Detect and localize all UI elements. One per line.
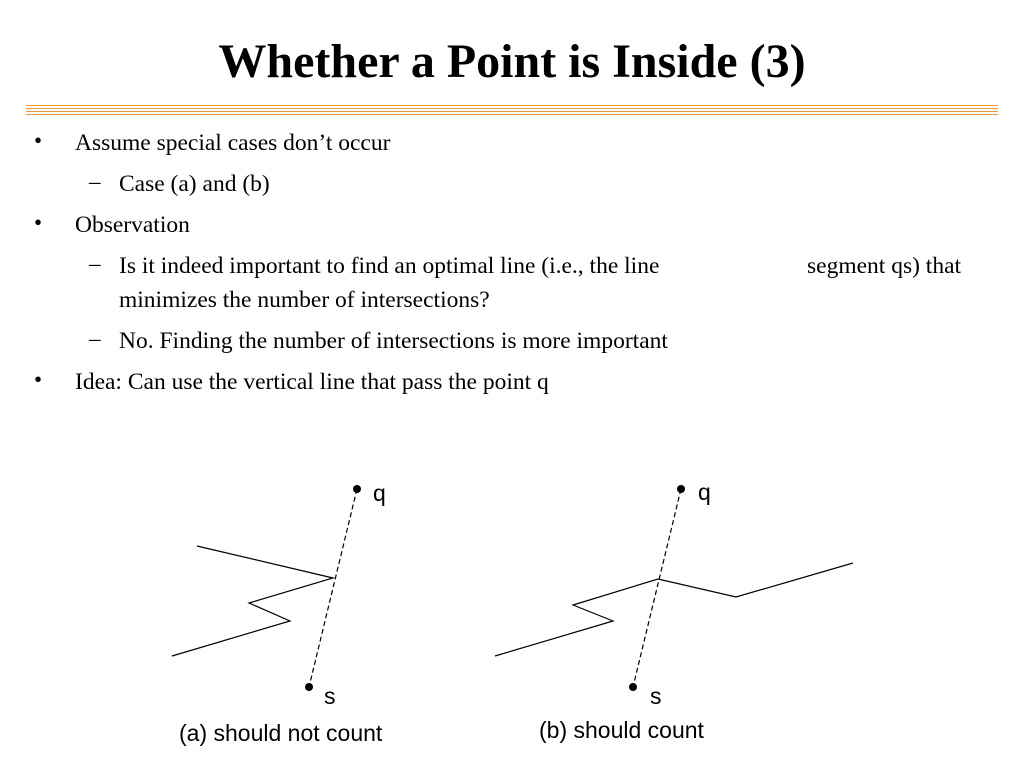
bullet-text: Assume special cases don’t occur [75, 130, 391, 156]
polygon-edge-b [495, 563, 853, 656]
sub-bullet-text: segment qs) that [807, 253, 962, 279]
label-s-a: s [324, 683, 336, 709]
sub-bullet-text: Is it indeed important to find an optimal line (i.e., the line [119, 253, 660, 279]
point-s-a [305, 683, 313, 691]
bullet-marker: • [34, 128, 43, 153]
segment-qs-a [309, 489, 357, 687]
point-q-a [353, 485, 361, 493]
dash-marker: – [89, 251, 101, 276]
label-q-a: q [373, 480, 386, 506]
label-q-b: q [698, 479, 711, 505]
sub-bullet-text: No. Finding the number of intersections is more important [119, 328, 668, 354]
point-s-b [629, 683, 637, 691]
polygon-edge-a [172, 546, 333, 656]
sub-bullet-text: minimizes the number of intersections? [119, 287, 490, 313]
bullet-marker: • [34, 367, 43, 392]
bullet-text: Observation [75, 212, 190, 238]
sub-bullet-text: Case (a) and (b) [119, 171, 270, 197]
diagram-b [495, 479, 853, 743]
slide-title: Whether a Point is Inside (3) [218, 35, 806, 88]
caption-a: (a) should not count [179, 720, 383, 746]
diagram-a [172, 480, 386, 746]
label-s-b: s [650, 683, 662, 709]
point-q-b [677, 485, 685, 493]
bullet-text: Idea: Can use the vertical line that pass the point q [75, 369, 549, 395]
caption-b: (b) should count [539, 717, 704, 743]
dash-marker: – [89, 169, 101, 194]
bullet-marker: • [34, 210, 43, 235]
segment-qs-b [633, 489, 681, 687]
dash-marker: – [89, 326, 101, 351]
